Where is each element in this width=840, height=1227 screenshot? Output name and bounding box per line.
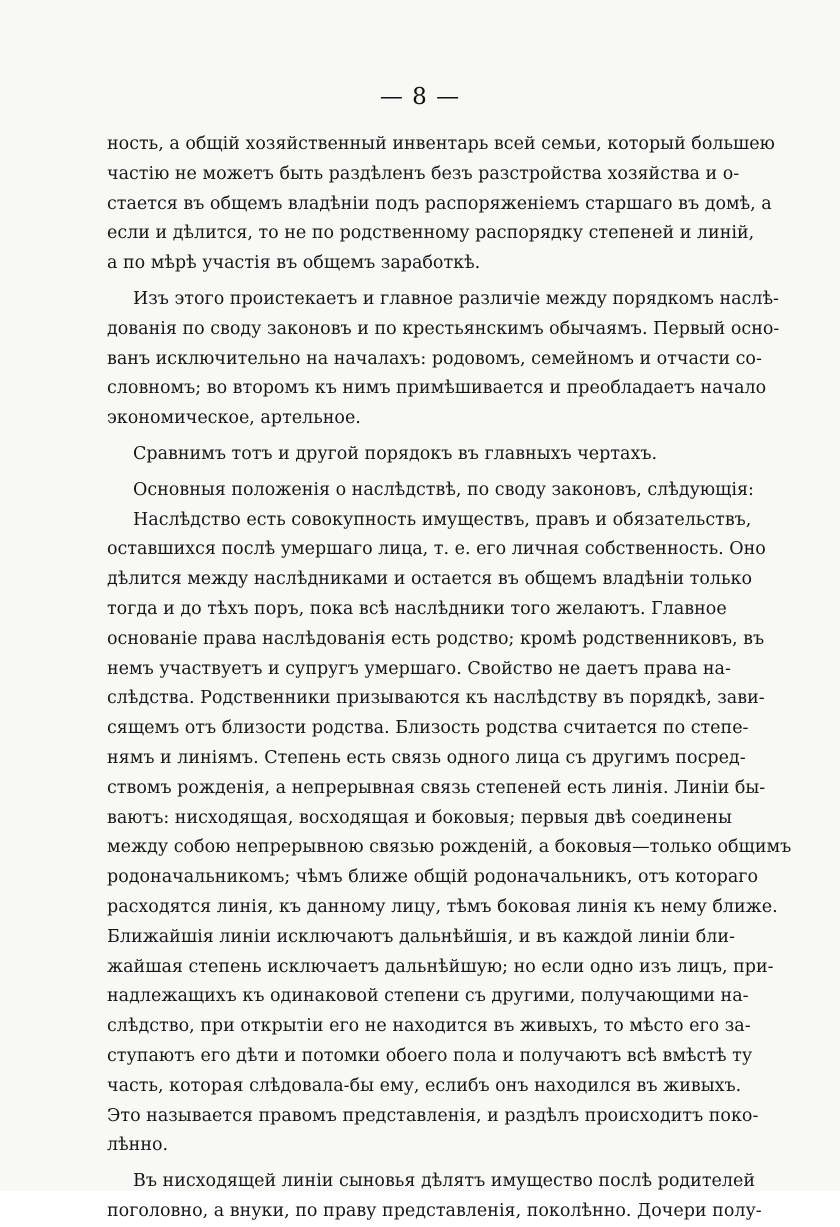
paragraph [107,440,710,470]
text-line: ваютъ: нисходящая, восходящая и боковыя; первыя двѣ соединены [107,807,732,828]
text-line: Изъ этого проистекаетъ и главное различіе между порядкомъ наслѣ- [133,288,779,309]
text-line: между собою непрерывною связью рожденій, а боковыя—только общимъ [107,837,792,858]
text-line: слѣдства. Родственники призываются къ наслѣдству въ порядкѣ, зави- [107,688,765,709]
text-line: слѣдство, при открытіи его не находится въ живыхъ, то мѣсто его за- [107,1016,751,1037]
text-line: родоначальникомъ; чѣмъ ближе общій родоначальникъ, отъ котораго [107,867,758,888]
text-line: нямъ и линіямъ. Степень есть связь одного лица съ другимъ посред- [107,747,746,768]
text-line: дѣлится между наслѣдниками и остается въ общемъ владѣніи только [107,569,753,590]
text-line: тогда и до тѣхъ поръ, пока всѣ наслѣдники того желаютъ. Главное [107,598,727,619]
text-line: оставшихся послѣ умершаго лица, т. е. его личная собственность. Оно [107,539,766,560]
text-line: а по мѣрѣ участія въ общемъ заработкѣ. [107,253,481,274]
text-line: ствомъ рожденія, а непрерывная связь степеней есть линія. Линіи бы- [107,777,766,798]
text-line: расходятся линія, къ данному лицу, тѣмъ боковая линія къ нему ближе. [107,896,778,917]
paragraph [107,130,775,279]
text-line: ванъ исключительно на началахъ: родовомъ, семейномъ и отчасти со- [107,348,762,369]
text-line: немъ участвуетъ и супругъ умершаго. Свойство не даетъ права на- [107,658,731,679]
text-line: экономическое, артельное. [107,408,361,429]
text-line: Основныя положенія о наслѣдствѣ, по своду законовъ, слѣдующія: [133,479,754,500]
text-line: поголовно, а внуки, по праву представленія, поколѣнно. Дочери полу- [107,1200,762,1221]
text-line: Сравнимъ тотъ и другой порядокъ въ главныхъ чертахъ. [133,443,658,464]
text-line: сящемъ отъ близости родства. Близость родства считается по степе- [107,718,749,739]
text-line: Это называется правомъ представленія, и раздѣлъ происходитъ поко- [107,1105,759,1126]
paragraph [107,476,754,506]
text-line: ность, а общій хозяйственный инвентарь всей семьи, который большею [107,134,775,154]
page-number: — 8 — [379,84,461,110]
paragraph [107,285,780,434]
text-line: основаніе права наслѣдованія есть родство; кромѣ родственниковъ, въ [107,628,765,649]
paragraph [107,506,792,1162]
text-line: часть, которая слѣдовала-бы ему, еслибъ онъ находился въ живыхъ. [107,1075,742,1096]
text-line: жайшая степень исключаетъ дальнѣйшую; но если одно изъ лицъ, при- [107,956,774,977]
text-line: дованія по своду законовъ и по крестьянскимъ обычаямъ. Первый осно- [107,318,780,339]
text-line: надлежащихъ къ одинаковой степени съ другими, получающими на- [107,986,749,1007]
text-line: частію не можетъ быть раздѣленъ безъ разстройства хозяйства и о- [107,163,740,184]
text-line: лѣнно. [107,1135,169,1156]
text-line: словномъ; во второмъ къ нимъ примѣшивается и преобладаетъ начало [107,378,767,399]
text-line: если и дѣлится, то не по родственному распорядку степеней и линій, [107,223,755,244]
text-line: Въ нисходящей линіи сыновья дѣлятъ имущество послѣ родителей [133,1171,756,1192]
text-line: ступаютъ его дѣти и потомки обоего пола и получаютъ всѣ вмѣстѣ ту [107,1045,753,1066]
paragraph [107,1167,762,1227]
body-text [107,130,792,1227]
text-line: стается въ общемъ владѣніи подъ распоряженіемъ старшаго въ домѣ, а [107,193,772,214]
text-line: Ближайшія линіи исключаютъ дальнѣйшія, и въ каждой линіи бли- [107,926,735,947]
text-line: Наслѣдство есть совокупность имуществъ, правъ и обязательствъ, [133,509,752,530]
